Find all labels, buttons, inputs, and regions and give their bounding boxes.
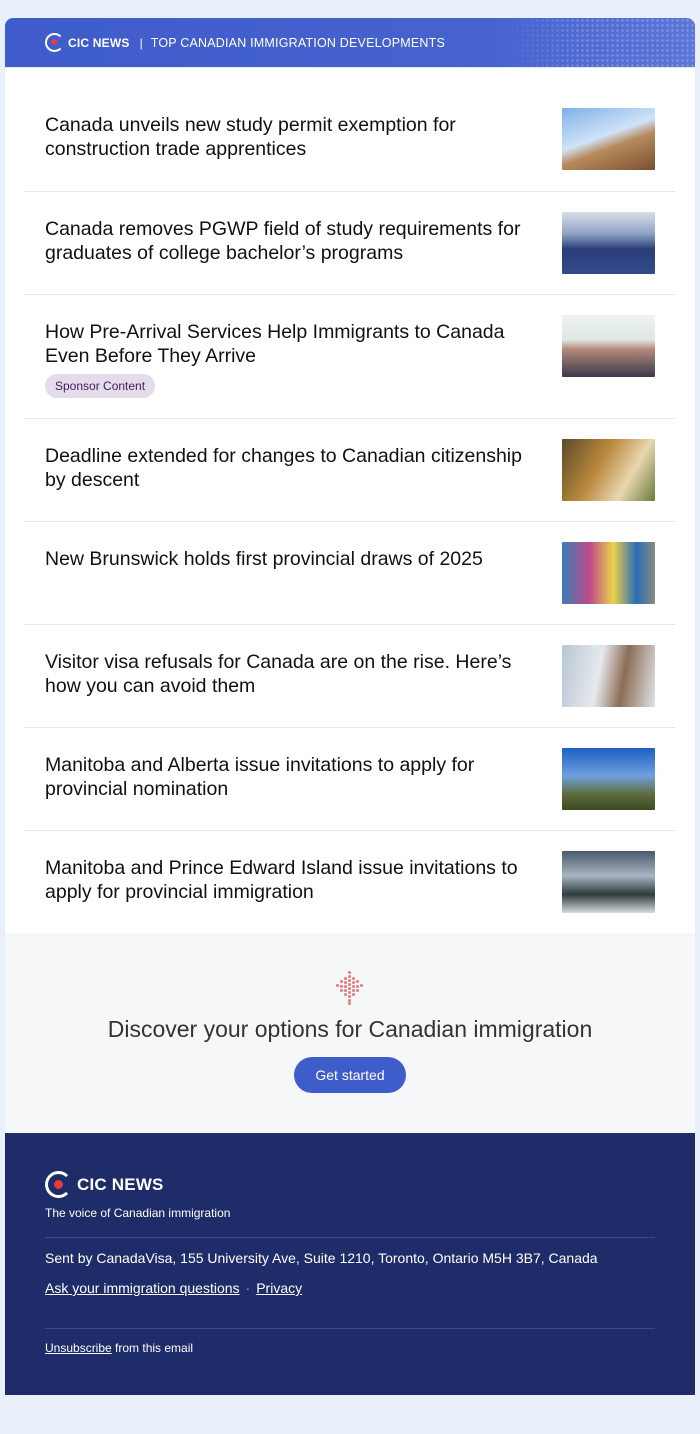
newsletter-header [5, 18, 695, 67]
trees-building-photo[interactable] [562, 748, 655, 810]
article-text [45, 315, 540, 398]
leaf-dot [348, 987, 351, 990]
ask-questions-link[interactable]: Ask your immigration questions [45, 1280, 240, 1296]
leaf-dot [340, 985, 343, 988]
leaf-dot [352, 989, 355, 992]
cic-logo-icon [45, 33, 64, 52]
article-item[interactable] [25, 727, 675, 830]
footer-logo[interactable] [45, 1171, 655, 1198]
article-item[interactable] [25, 294, 675, 418]
article-item[interactable] [25, 88, 675, 191]
article-item[interactable] [25, 191, 675, 294]
article-title[interactable]: Canada removes PGWP field of study requirements for graduates of college bachelor’s programs [45, 218, 521, 264]
leaf-dot [348, 983, 351, 986]
cta-section [5, 933, 695, 1133]
cic-news-logo[interactable] [45, 33, 130, 52]
leaf-dot [348, 991, 351, 994]
leaf-dot [340, 980, 343, 983]
leaf-dot [344, 981, 347, 984]
cta-heading: Discover your options for Canadian immigration [107, 1016, 593, 1042]
footer-links [45, 1280, 655, 1296]
leaf-dot [360, 984, 363, 987]
article-list [5, 67, 695, 933]
group-photo[interactable] [562, 315, 655, 377]
unsubscribe-line [45, 1341, 655, 1355]
leaf-dot [344, 977, 347, 980]
sponsor-badge: Sponsor Content [45, 374, 155, 398]
footer [5, 1133, 695, 1395]
article-item[interactable] [25, 624, 675, 727]
world-map-dots-decoration [505, 18, 695, 67]
article-item[interactable] [25, 418, 675, 521]
get-started-button[interactable]: Get started [294, 1057, 405, 1093]
newsletter-card [5, 18, 695, 1395]
family-photo[interactable] [562, 439, 655, 501]
article-title[interactable]: How Pre-Arrival Services Help Immigrants to Canada Even Before They Arrive [45, 321, 505, 367]
leaf-dot [352, 993, 355, 996]
article-title[interactable]: New Brunswick holds first provincial draws of 2025 [45, 548, 483, 570]
graduates-photo[interactable] [562, 212, 655, 274]
article-title[interactable]: Manitoba and Prince Edward Island issue invitations to apply for provincial immigration [45, 857, 518, 903]
leaf-dot [356, 980, 359, 983]
maple-leaf-icon [333, 971, 367, 1005]
leaf-dot [352, 977, 355, 980]
article-title[interactable]: Canada unveils new study permit exemption for construction trade apprentices [45, 114, 456, 160]
article-title[interactable]: Deadline extended for changes to Canadian citizenship by descent [45, 445, 522, 491]
leaf-dot [348, 971, 351, 974]
roof-construction-photo[interactable] [562, 108, 655, 170]
traveler-luggage-photo[interactable] [562, 645, 655, 707]
unsubscribe-link[interactable]: Unsubscribe [45, 1341, 112, 1355]
header-tagline: TOP CANADIAN IMMIGRATION DEVELOPMENTS [150, 35, 445, 50]
footer-address: Sent by CanadaVisa, 155 University Ave, Suite 1210, Toronto, Ontario M5H 3B7, Canada [45, 1250, 598, 1266]
leaf-dot [344, 993, 347, 996]
leaf-dot [340, 989, 343, 992]
logo-text: CIC NEWS [68, 35, 130, 50]
article-item[interactable] [25, 521, 675, 624]
leaf-dot [356, 985, 359, 988]
leaf-dot [348, 1002, 351, 1005]
footer-divider [45, 1328, 655, 1329]
leaf-dot [344, 985, 347, 988]
leaf-dot [352, 985, 355, 988]
leaf-dot [348, 979, 351, 982]
footer-logo-text: CIC NEWS [77, 1174, 164, 1194]
article-item[interactable] [25, 830, 675, 933]
leaf-dot [348, 975, 351, 978]
leaf-dot [356, 989, 359, 992]
unsubscribe-text: from this email [111, 1341, 194, 1355]
link-separator: · [245, 1280, 251, 1296]
article-title[interactable]: Visitor visa refusals for Canada are on the rise. Here’s how you can avoid them [45, 651, 512, 697]
footer-divider [45, 1237, 655, 1238]
header-separator: | [139, 35, 143, 50]
leaf-dot [336, 984, 339, 987]
winter-river-photo[interactable] [562, 851, 655, 913]
privacy-link[interactable]: Privacy [256, 1280, 303, 1296]
cic-logo-icon [45, 1171, 72, 1198]
leaf-dot [348, 995, 351, 998]
leaf-dot [352, 981, 355, 984]
footer-voice: The voice of Canadian immigration [45, 1206, 231, 1220]
leaf-dot [344, 989, 347, 992]
article-title[interactable]: Manitoba and Alberta issue invitations to apply for provincial nomination [45, 754, 475, 800]
mural-street-photo[interactable] [562, 542, 655, 604]
